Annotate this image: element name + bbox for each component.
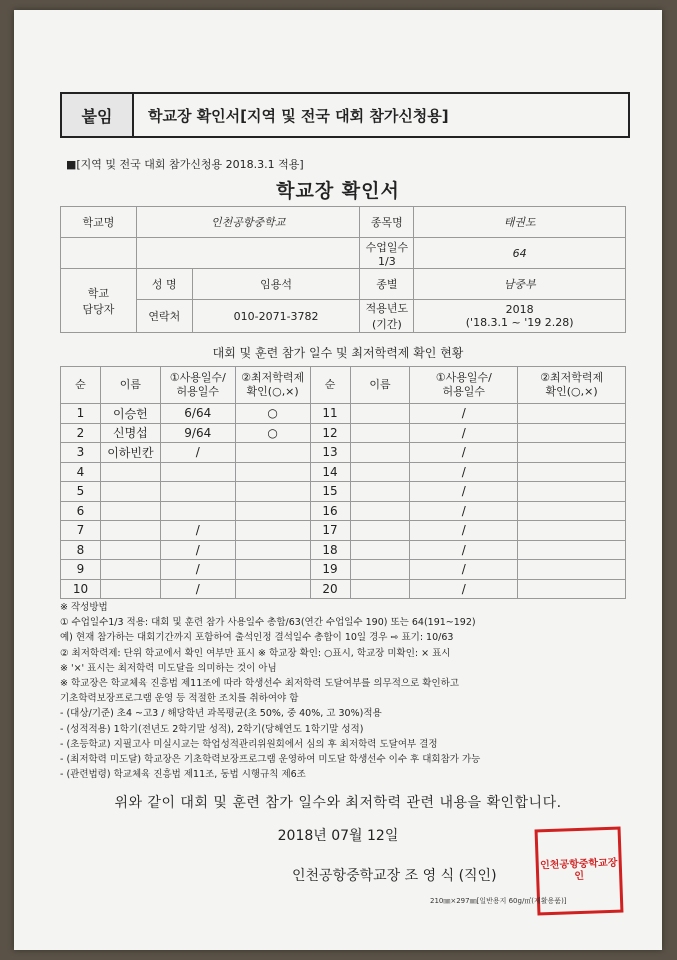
days-value: 64 [414,238,626,269]
cell-no: 5 [61,482,101,502]
cell-name: 이승헌 [100,404,160,424]
applicability-note: ■[지역 및 전국 대회 참가신청용 2018.3.1 적용] [66,158,304,171]
cell-check [235,443,310,463]
cell-check [235,579,310,599]
manager-label: 학교 담당자 [61,269,137,333]
table-row [61,560,626,580]
type-value: 남중부 [414,269,626,300]
cell-check: ○ [235,423,310,443]
cell-days: / [160,579,235,599]
year-value: 2018 ('18.3.1 ~ '19 2.28) [414,300,626,333]
cell-name: 신명섭 [100,423,160,443]
cell-check [518,579,626,599]
cell-no: 13 [310,443,350,463]
method-line: - (초등학교) 지필고사 미실시교는 학업성적관리위원회에서 심의 후 최저학력 도달여부 결정 [60,738,438,750]
table-row [61,482,626,502]
cell-no: 6 [61,501,101,521]
cell-days: / [410,462,518,482]
table-row [61,423,626,443]
col-days: ①사용일수/ 허용일수 [410,367,518,404]
cell-no: 8 [61,540,101,560]
attachment-tag: 붙임 [62,94,134,136]
method-line: ② 최저학력제: 단위 학교에서 확인 여부만 표시 ※ 학교장 확인: ○표시, 학교장 미확인: × 표시 [60,647,451,659]
table-row [61,404,626,424]
cell-check [518,462,626,482]
method-line: - (최저학력 미도달) 학교장은 기초학력보장프로그램 운영하여 미도달 학생선수 이수 후 대회참가 가능 [60,754,481,766]
contact-label: 연락처 [136,300,192,333]
cell-check: ○ [235,404,310,424]
contact-value: 010-2071-3782 [192,300,360,333]
cell-days: / [410,579,518,599]
cell-name [350,404,410,424]
cell-no: 11 [310,404,350,424]
cell-name [100,540,160,560]
table-row [61,501,626,521]
method-line: - (대상/기준) 초4 ~고3 / 해당학년 과목평균(초 50%, 중 40%, 고 30%)적용 [60,708,382,720]
cell-check [518,560,626,580]
cell-no: 10 [61,579,101,599]
cell-no: 4 [61,462,101,482]
cell-days: / [160,560,235,580]
cell-name [100,579,160,599]
cell-name [100,521,160,541]
participation-table [60,366,626,599]
year-label: 적용년도 (기간) [360,300,414,333]
info-table [60,206,626,333]
cell-check [235,462,310,482]
header-title: 학교장 확인서[지역 및 전국 대회 참가신청용] [148,106,449,125]
col-days: ①사용일수/ 허용일수 [160,367,235,404]
cell-no: 9 [61,560,101,580]
col-check: ②최저학력제 확인(○,×) [518,367,626,404]
method-line: 예) 현재 참가하는 대회기간까지 포함하여 출석인정 결석일수 총합이 10일 경우 ⇨ 표기: 10/63 [60,632,454,644]
cell-check [235,482,310,502]
cell-check [518,404,626,424]
header-box [60,92,630,138]
method-title: ※ 작성방법 [60,602,108,613]
event-label: 종목명 [360,207,414,238]
cell-no: 18 [310,540,350,560]
school-value: 인천공항중학교 [136,207,360,238]
days-label: 수업일수 1/3 [360,238,414,269]
cell-name [350,521,410,541]
method-line: ※ '×' 표시는 최저학력 미도달을 의미하는 것이 아님 [60,662,277,674]
document-page [14,10,662,950]
cell-check [518,501,626,521]
table-row [61,443,626,463]
cell-no: 15 [310,482,350,502]
method-line: 기초학력보장프로그램 운영 등 적절한 조치를 취하여야 함 [60,693,299,705]
cell-days: / [160,443,235,463]
school-label-spacer [61,238,137,269]
cell-name [100,560,160,580]
cell-name [100,482,160,502]
cell-check [235,521,310,541]
cell-days: / [410,560,518,580]
cell-days: / [410,443,518,463]
method-line: - (성적적용) 1학기(전년도 2학기말 성적), 2학기(당해연도 1학기말 성적) [60,723,364,735]
cell-days: 6/64 [160,404,235,424]
col-no: 순 [310,367,350,404]
table-title: 대회 및 훈련 참가 일수 및 최저학력제 확인 현황 [212,346,464,360]
name-value: 임용석 [192,269,360,300]
method-line: ① 수업일수1/3 적용: 대회 및 훈련 참가 사용일수 총합/63(연간 수업일수 190) 또는 64(191~192) [60,617,476,629]
cell-days: / [410,404,518,424]
confirmation-text: 위와 같이 대회 및 훈련 참가 일수와 최저학력 관련 내용을 확인합니다. [114,795,562,811]
cell-no: 12 [310,423,350,443]
cell-check [518,423,626,443]
cell-check [518,540,626,560]
school-label: 학교명 [61,207,137,238]
method-line: - (관련법령) 학교체육 진흥법 제11조, 동법 시행규칙 제6조 [60,769,306,781]
cell-days: / [410,540,518,560]
official-seal-stamp: 인천공항중학교장인 [535,827,624,916]
cell-check [235,501,310,521]
cell-name: 이하빈칸 [100,443,160,463]
confirmation-date: 2018년 07월 12일 [277,828,399,844]
cell-days: / [410,423,518,443]
col-name: 이름 [350,367,410,404]
cell-check [235,540,310,560]
cell-name [350,579,410,599]
cell-no: 19 [310,560,350,580]
cell-days: 9/64 [160,423,235,443]
cell-days: / [410,482,518,502]
paper-spec-footer: 210㎜×297㎜[일반용지 60g/㎡(재활용품)] [430,897,567,905]
type-label: 종별 [360,269,414,300]
cell-name [350,501,410,521]
table-row [61,521,626,541]
cell-name [100,501,160,521]
cell-check [518,521,626,541]
cell-no: 20 [310,579,350,599]
col-check: ②최저학력제 확인(○,×) [235,367,310,404]
cell-name [350,482,410,502]
table-row [61,579,626,599]
cell-name [350,540,410,560]
principal-signature: 인천공항중학교장 조 영 식 (직인) [292,868,497,884]
school-value-spacer [136,238,360,269]
cell-no: 7 [61,521,101,541]
col-no: 순 [61,367,101,404]
col-name: 이름 [100,367,160,404]
cell-days [160,501,235,521]
cell-days: / [160,521,235,541]
cell-check [518,482,626,502]
cell-name [350,462,410,482]
name-label: 성 명 [136,269,192,300]
cell-name [100,462,160,482]
table-row [61,540,626,560]
document-title: 학교장 확인서 [276,180,400,202]
cell-check [518,443,626,463]
cell-no: 14 [310,462,350,482]
cell-no: 16 [310,501,350,521]
cell-no: 17 [310,521,350,541]
cell-days: / [160,540,235,560]
method-line: ※ 학교장은 학교체육 진흥법 제11조에 따라 학생선수 최저학력 도달여부를 의무적으로 확인하고 [60,678,459,690]
cell-days: / [410,521,518,541]
instructions [60,600,626,782]
cell-no: 1 [61,404,101,424]
cell-name [350,443,410,463]
event-value: 태권도 [414,207,626,238]
cell-name [350,423,410,443]
cell-days [160,462,235,482]
cell-check [235,560,310,580]
cell-name [350,560,410,580]
cell-no: 2 [61,423,101,443]
cell-no: 3 [61,443,101,463]
cell-days: / [410,501,518,521]
table-row [61,462,626,482]
table-body [61,404,626,599]
cell-days [160,482,235,502]
